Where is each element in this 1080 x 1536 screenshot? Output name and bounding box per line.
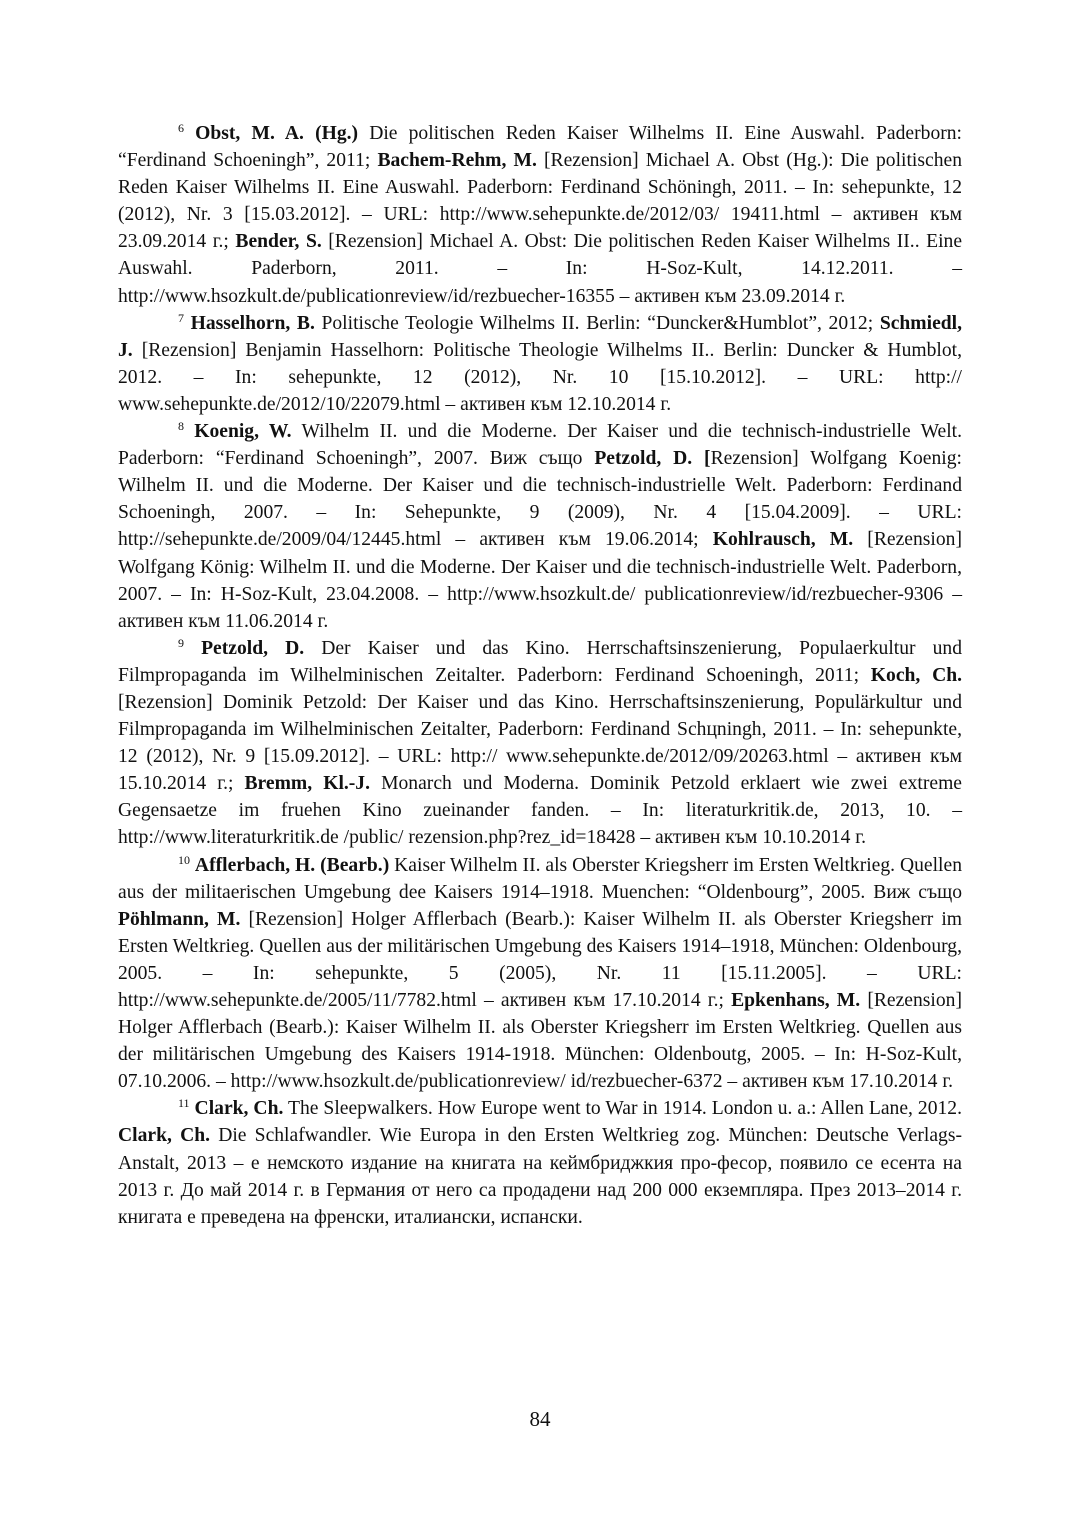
footnote-text: Rezension] Wolfgang Koenig: Wilhelm II. und die Moderne. Der Kaiser und die technisch-industrielle Welt. Paderborn: Ferdinand Schoeningh, 2007. – In: Sehepunkte, 9 (2009), Nr. 4 [15.04.2009]. – URL: http://sehepunkte.de/2009/04/12445.html – активен към 19.06.2014; (118, 448, 962, 551)
author-name: Bender, S. (235, 231, 322, 253)
footnote-11 (118, 1095, 962, 1230)
footnote-6 (118, 120, 962, 310)
footnote-text: Der Kaiser und das Kino. Herrschaftsinszenierung, Populaerkultur und Filmpropaganda im Wilhelminischen Zeitalter. Paderborn: Ferdinand Schoeningh, 2011; (118, 637, 962, 686)
author-name: Bremm, Kl.-J. (244, 773, 371, 795)
footnote-number: 7 (178, 310, 184, 325)
footnote-text: [Rezension] Michael A. Obst (Hg.): Die politischen Reden Kaiser Wilhelms II. Eine Auswahl. Paderborn: Ferdinand Schöningh, 2011. – In: sehepunkte, 12 (2012), Nr. 3 [15.03.2012]. – URL: http://www.sehepunkte.de/2012/03/ 19411.html – активен към 23.09.2014 г.; (118, 150, 962, 253)
footnote-text: Die politischen Reden Kaiser Wilhelms II. Eine Auswahl. Paderborn: “Ferdinand Schoeningh”, 2011; (118, 123, 963, 172)
author-name: Schmiedl, J. (118, 312, 963, 361)
footnote-text: Kaiser Wilhelm II. als Oberster Kriegsherr im Ersten Weltkrieg. Quellen aus der militaerischen Umgebung dee Kaisers 1914–1918. Muenchen: “Oldenbourg”, 2005. Виж също (118, 854, 962, 903)
footnote-10 (118, 852, 962, 1096)
footnote-7 (118, 310, 962, 418)
footnote-number: 6 (178, 121, 184, 135)
footnote-number: 9 (178, 635, 184, 650)
author-name: Obst, M. A. (Hg.) (195, 123, 359, 144)
footnote-8 (118, 418, 962, 635)
footnote-number: 10 (178, 852, 190, 867)
footnote-text: The Sleepwalkers. How Europe went to War in 1914. London u. a.: Allen Lane, 2012. (283, 1098, 962, 1120)
footnote-text: [Rezension] Holger Afflerbach (Bearb.): Kaiser Wilhelm II. als Oberster Kriegsherr im Ersten Weltkrieg. Quellen aus der militärischen Umgebung des Kaisers 1914–1918, München: Oldenbourg, 2005. – In: sehepunkte, 5 (2005), Nr. 11 [15.11.2005]. – URL: http://www.sehepunkte.de/2005/11/7782.html – активен към 17.10.2014 г.; (118, 908, 962, 1011)
footnote-text: [Rezension] Dominik Petzold: Der Kaiser und das Kino. Herrschaftsinszenierung, Populärkultur und Filmpropaganda im Wilhelminischen Zeitalter, Paderborn: Ferdinand Schцningh, 2011. – In: sehepunkte, 12 (2012), Nr. 9 [15.09.2012]. – URL: http:// www.sehepunkte.de/2012/09/20263.html – активен към 15.10.2014 г.; (118, 691, 962, 795)
footnote-text: [Rezension] Michael A. Obst: Die politischen Reden Kaiser Wilhelms II.. Eine Auswahl. Paderborn, 2011. – In: H-Soz-Kult, 14.12.2011. – http://www.hsozkult.de/publicationreview/id/rezbuecher-16355 – активен към 23.09.2014 г. (118, 231, 963, 307)
footnotes-block (118, 120, 962, 1231)
author-name: Pöhlmann, M. (118, 908, 241, 930)
author-name: Clark, Ch. (118, 1125, 211, 1147)
author-name: Koch, Ch. (870, 664, 963, 686)
author-name: Clark, Ch. (194, 1098, 284, 1120)
footnote-text: Politische Teologie Wilhelms II. Berlin: “Duncker&Humblot”, 2012; (314, 312, 880, 334)
author-name: Kohlrausch, M. (712, 529, 854, 551)
author-name: Epkenhans, M. (731, 990, 861, 1011)
author-name: Koenig, W. (194, 421, 292, 443)
footnote-number: 8 (178, 419, 184, 434)
footnote-9 (118, 635, 962, 852)
page-number: 84 (529, 1407, 551, 1431)
author-name: Hasselhorn, B. (190, 312, 315, 334)
author-name: Bachem-Rehm, M. (377, 150, 537, 172)
author-name: Petzold, D. (201, 637, 305, 659)
author-name: Petzold, D. [ (594, 448, 711, 470)
footnote-text: Wilhelm II. und die Moderne. Der Kaiser und die technisch-industrielle Welt. Paderborn: “Ferdinand Schoeningh”, 2007. Виж също (118, 421, 962, 470)
footnote-text: [Rezension] Benjamin Hasselhorn: Politische Theologie Wilhelms II.. Berlin: Duncker & Humblot, 2012. – In: sehepunkte, 12 (2012), Nr. 10 [15.10.2012]. – URL: http:// www.sehepunkte.de/2012/10/22079.html – активен към 12.10.2014 г. (118, 339, 962, 415)
footnote-text: [Rezension] Holger Afflerbach (Bearb.): Kaiser Wilhelm II. als Oberster Kriegsherr im Ersten Weltkrieg. Quellen aus der militärischen Umgebung des Kaisers 1914-1918. München: Oldenboutg, 2005. – In: H-Soz-Kult, 07.10.2006. – http://www.hsozkult.de/publicationreview/ id/rezbuecher-6372 – активен към 17.10.2014 г. (118, 990, 962, 1093)
footnote-text: [Rezension] Wolfgang König: Wilhelm II. und die Moderne. Der Kaiser und die technisch-industrielle Welt. Paderborn, 2007. – In: H-Soz-Kult, 23.04.2008. – http://www.hsozkult.de/ publicationreview/id/rezbuecher-9306 – активен към 11.06.2014 г. (118, 529, 962, 632)
footnote-text: Monarch und Moderna. Dominik Petzold erklaert wie zwei extreme Gegensaetze im fruehen Kino zueinander fanden. – In: literaturkritik.de, 2013, 10. – http://www.literaturkritik.de /public/ rezension.php?rez_id=18428 – активен към 10.10.2014 г. (118, 773, 963, 849)
footnote-number: 11 (178, 1096, 190, 1111)
footnote-text: Die Schlafwandler. Wie Europa in den Ersten Weltkrieg zog. München: Deutsche Verlags-Anstalt, 2013 – е немското издание на книгата на кеймбриджкия про-фесор, появило се есента на 2013 г. До май 2014 г. в Германия от него са продадени над 200 000 екземпляра. През 2013–2014 г. книгата е преведена на френски, италиански, испански. (118, 1125, 962, 1228)
author-name: Afflerbach, H. (Bearb.) (194, 854, 390, 876)
